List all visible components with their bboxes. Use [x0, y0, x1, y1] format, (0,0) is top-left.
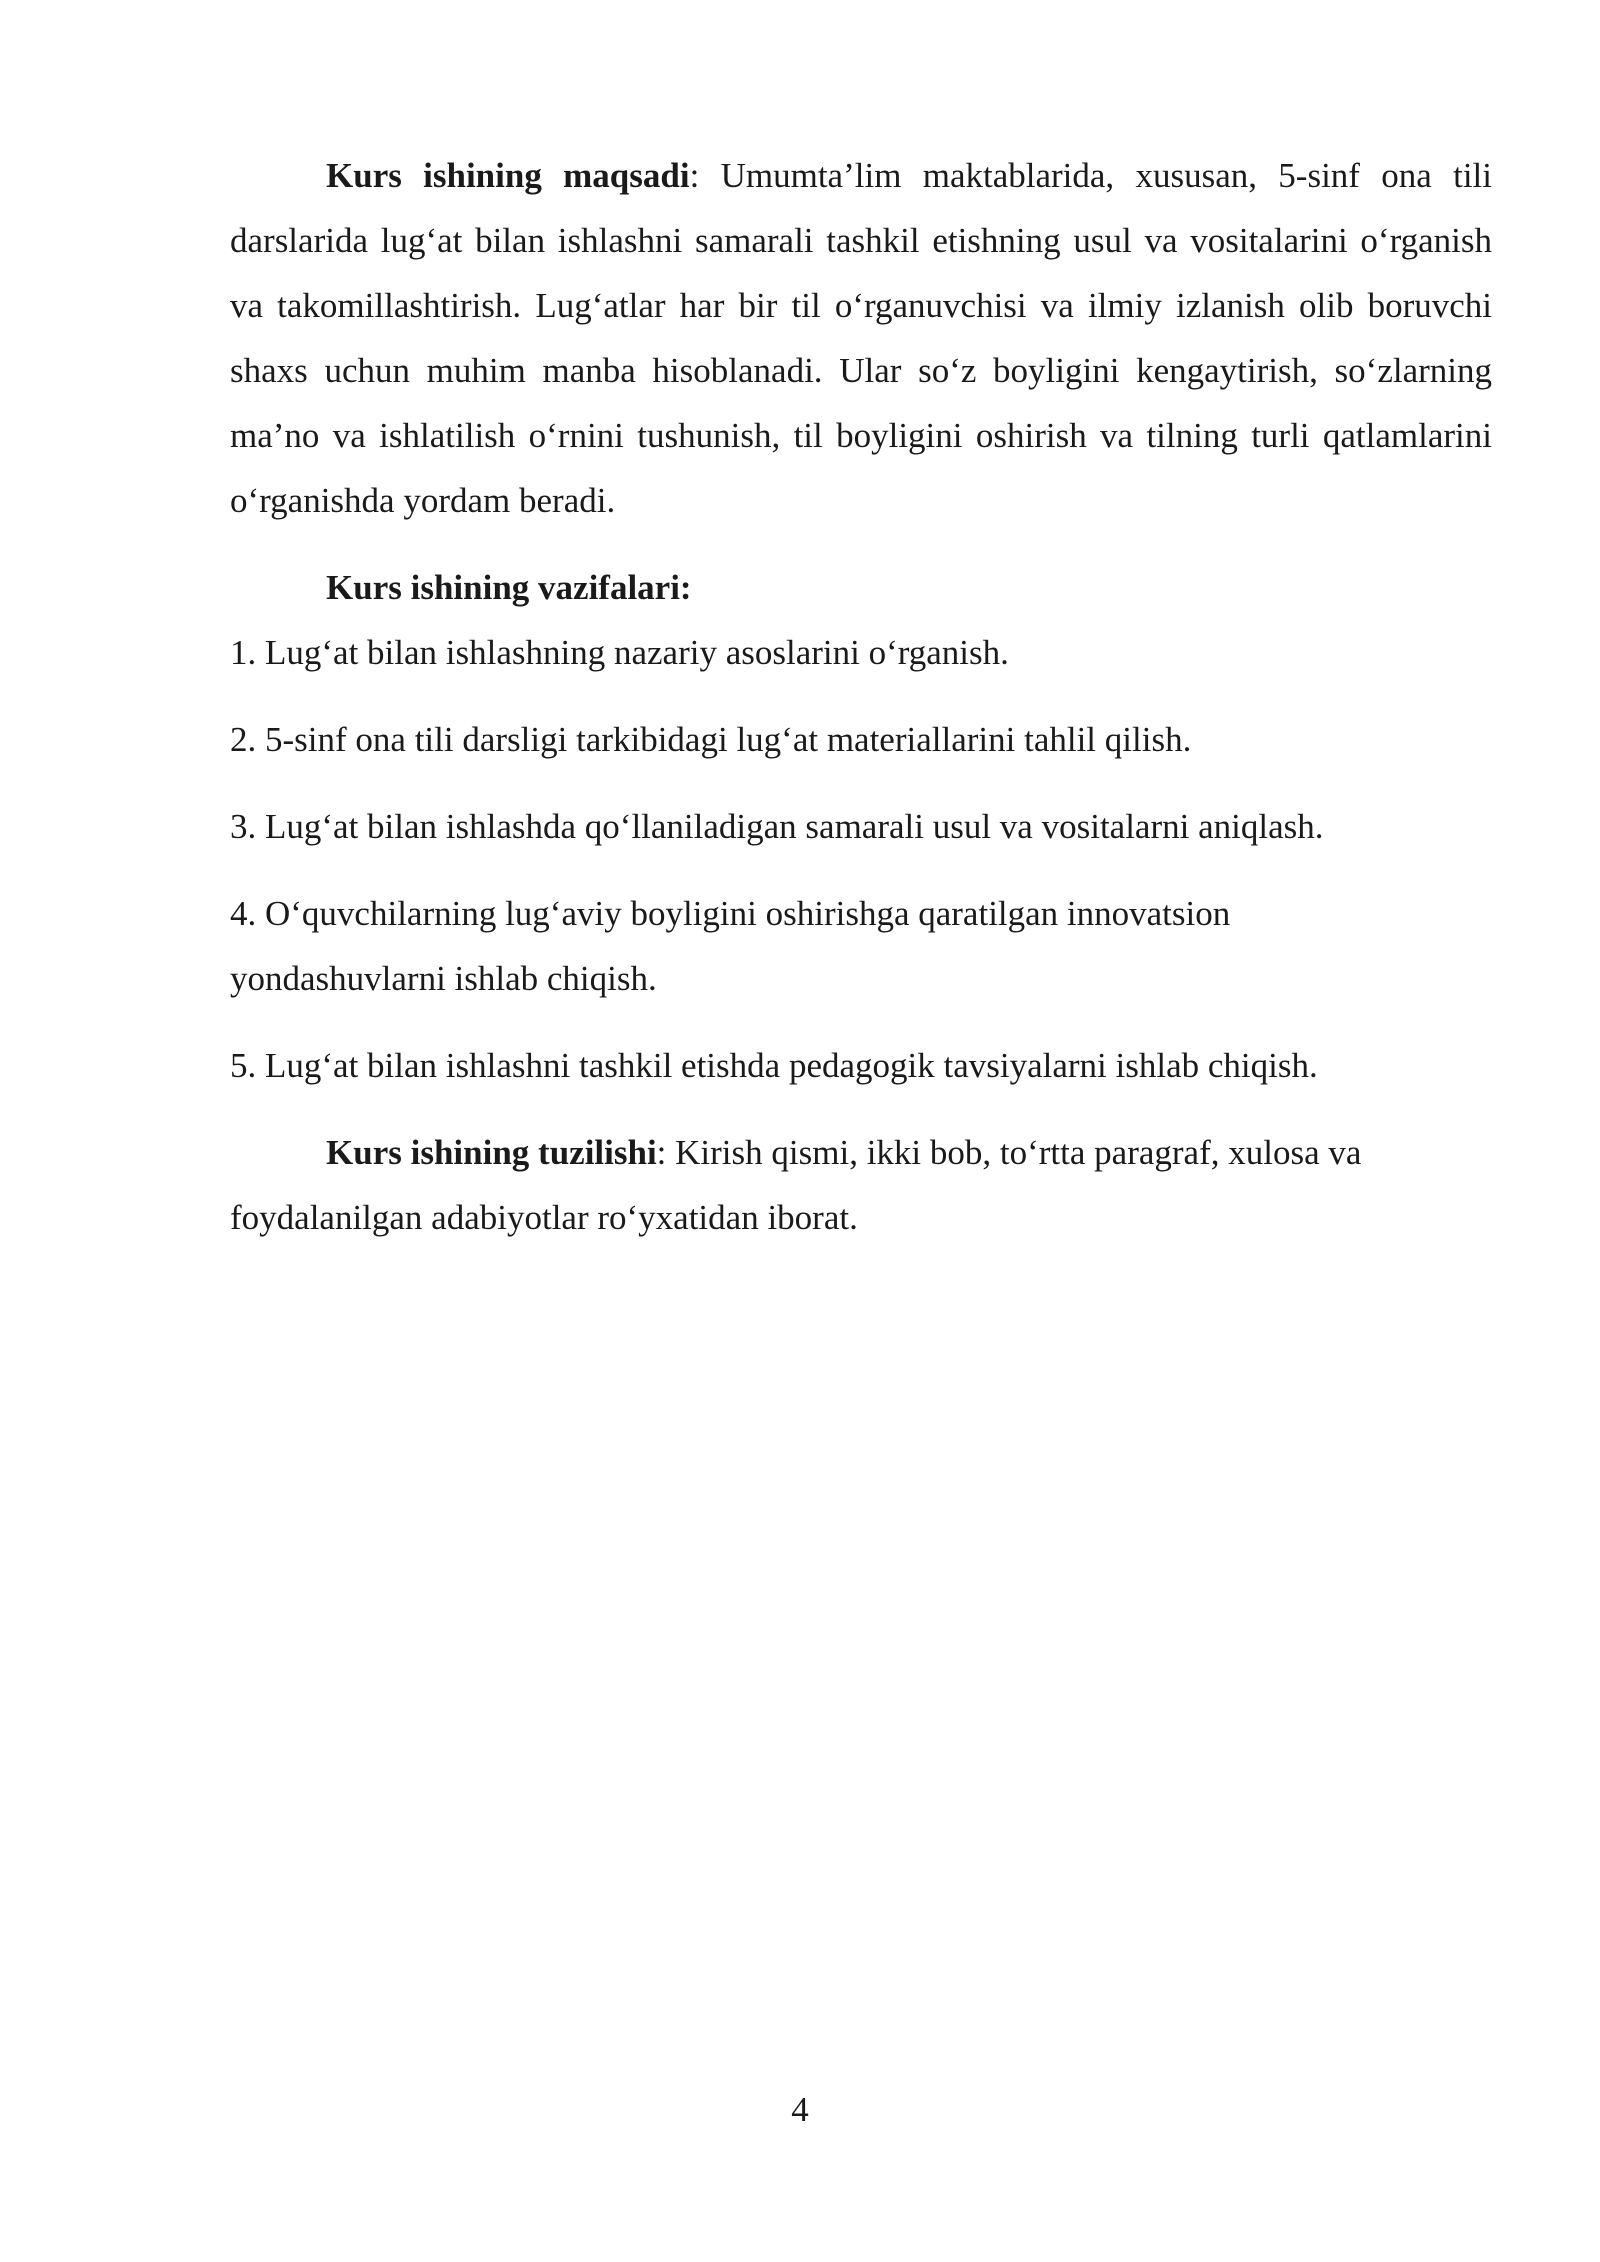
goal-text: : Umumta’lim maktablarida, xususan, 5-sinf ona tili darslarida lug‘at bilan ishlashni samarali tashkil etishning usul va vositalarini o‘rganish va takomillashtirish. Lug‘atlar har bir til o‘rganuvchisi va ilmiy izlanish olib boruvchi shaxs uchun muhim manba hisoblanadi. Ular so‘z boyligini kengaytirish, so‘zlarning ma’no va ishlatilish o‘rnini tushunish, til boyligini oshirish va tilning turli qatlamlarini o‘rganishda yordam beradi.	[230, 156, 1492, 520]
document-body	[230, 143, 1492, 1250]
structure-text: : Kirish qismi, ikki bob, to‘rtta paragraf, xulosa va foydalanilgan adabiyotlar ro‘yxatidan iborat.	[230, 1133, 1362, 1237]
task-item-2: 2. 5-sinf ona tili darsligi tarkibidagi lug‘at materiallarini tahlil qilish.	[230, 720, 1192, 759]
task-item-4: 4. O‘quvchilarning lug‘aviy boyligini oshirishga qaratilgan innovatsion yondashuvlarni ishlab chiqish.	[230, 894, 1231, 998]
structure-label: Kurs ishining tuzilishi	[326, 1133, 657, 1172]
page-number: 4	[791, 2090, 809, 2129]
task-item-3: 3. Lug‘at bilan ishlashda qo‘llaniladigan samarali usul va vositalarni aniqlash.	[230, 807, 1324, 846]
goal-label: Kurs ishining maqsadi	[326, 156, 690, 195]
task-item-5: 5. Lug‘at bilan ishlashni tashkil etishda pedagogik tavsiyalarni ishlab chiqish.	[230, 1046, 1318, 1085]
tasks-heading: Kurs ishining vazifalari:	[326, 568, 692, 607]
task-item-1: 1. Lug‘at bilan ishlashning nazariy asoslarini o‘rganish.	[230, 633, 1009, 672]
goal-paragraph	[230, 143, 1492, 533]
structure-paragraph	[230, 1120, 1492, 1250]
